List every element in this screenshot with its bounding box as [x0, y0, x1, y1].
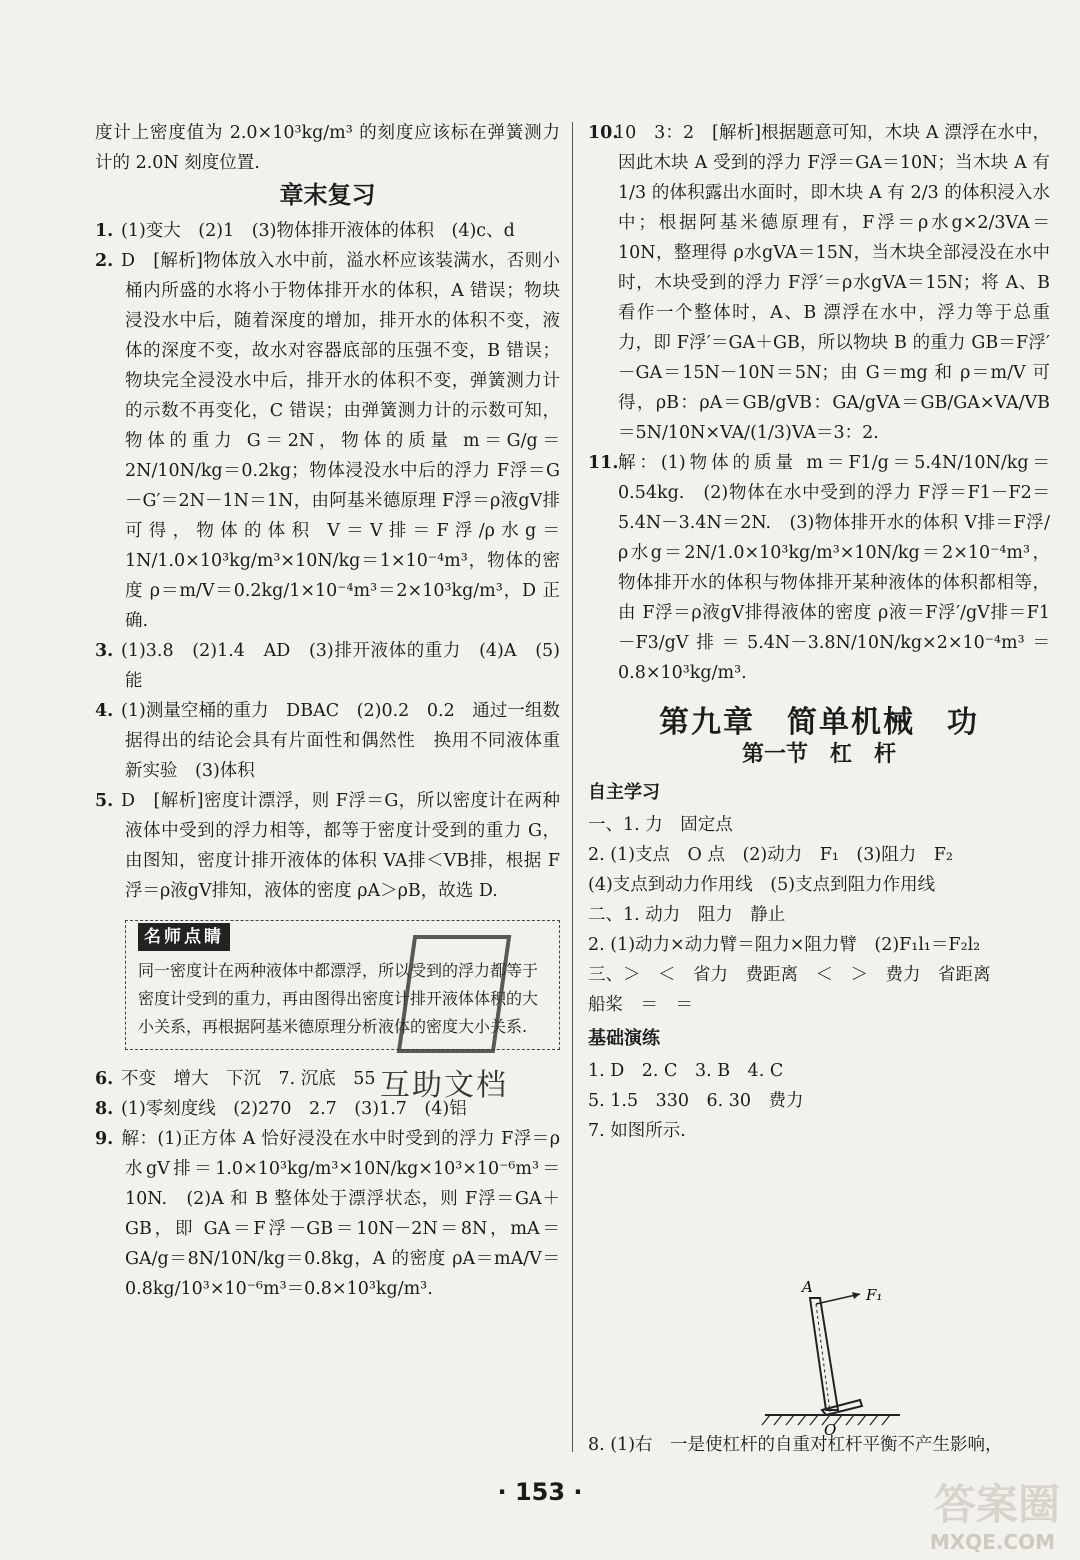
answer-text: (1)零刻度线 (2)270 2.7 (3)1.7 (4)铝 — [121, 1099, 467, 1119]
answer-text: 解：(1)正方体 A 恰好浸没在水中时受到的浮力 F浮＝ρ水gV排＝1.0×10³kg/m³×10N/kg×10³×10⁻⁶m³＝10N. (2)A 和 B 整体处于漂浮状态，则 F浮＝GA＋GB，即 GA＝F浮－GB＝10N－2N＝8N，mA＝GA/g＝8N/10N/kg＝0.8kg，A 的密度 ρA＝mA/V＝0.8kg/10³×10⁻⁶m³＝0.8×10³kg/m³. — [121, 1129, 560, 1299]
answer-item — [95, 636, 560, 696]
section-title-review: 章末复习 — [279, 181, 376, 209]
lever-foot — [822, 1400, 862, 1415]
watermark-url: MXQE.COM — [929, 1530, 1055, 1554]
answer-item — [95, 216, 560, 246]
answer-number: 8. — [95, 1099, 114, 1119]
answer-8-line: 8. (1)右 一是使杠杆的自重对杠杆平衡不产生影响， — [588, 1435, 1003, 1455]
watermark-text: 互助文档 — [380, 1068, 508, 1103]
answer-number: 10. — [588, 123, 619, 143]
answer-item — [95, 786, 560, 906]
answer-number: 2. — [95, 251, 114, 271]
answer-number: 11. — [588, 453, 619, 473]
answer-line: (4)支点到动力作用线 (5)支点到阻力作用线 — [588, 875, 936, 895]
answer-text: (1)测量空桶的重力 DBAC (2)0.2 0.2 通过一组数据得出的结论会具有片面性和偶然性 换用不同液体重新实验 (3)体积 — [121, 701, 560, 781]
answer-item — [95, 246, 560, 636]
watermark-site: 答案圈 — [933, 1480, 1060, 1529]
page-number: · 153 · — [497, 1478, 583, 1506]
column-divider — [572, 122, 573, 1452]
answer-item — [95, 1124, 560, 1304]
answer-number: 5. — [95, 791, 114, 811]
answer-text: 10 3：2 [解析]根据题意可知，木块 A 漂浮在水中，因此木块 A 受到的浮力 F浮＝GA＝10N；当木块 A 有 1/3 的体积露出水面时，即木块 A 有 2/3 的体积浸入水中；根据阿基米德原理有，F浮＝ρ水g×2/3VA＝10N，整理得 ρ水gVA＝15N，当木块全部浸没在水中时，木块受到的浮力 F浮′＝ρ水gVA＝15N；将 A、B 看作一个整体时，A、B 漂浮在水中，浮力等于总重力，即 F浮′＝GA＋GB，所以物块 B 的重力 GB＝F浮′－GA＝15N－10N＝5N；由 G＝mg 和 ρ＝m/V 可得，ρB：ρA＝GB/gVB：GA/gVA＝GB/GA×VA/VB＝5N/10N×VA/(1/3)VA＝3：2. — [614, 123, 1050, 443]
answer-text: D [解析]物体放入水中前，溢水杯应该装满水，否则小桶内所盛的水将小于物体排开水的体积，A 错误；物块浸没水中后，随着深度的增加，排开水的体积不变，液体的深度不变，故水对容器底部的压强不变，B 错误；物块完全浸没水中后，排开水的体积不变，弹簧测力计的示数不再变化，C 错误；由弹簧测力计的示数可知，物体的重力 G＝2N，物体的质量 m＝G/g＝2N/10N/kg＝0.2kg；物体浸没水中后的浮力 F浮＝G－G′＝2N－1N＝1N，由阿基米德原理 F浮＝ρ液gV排可得，物体的体积 V＝V排＝F浮/ρ水g＝1N/1.0×10³kg/m³×10N/kg＝1×10⁻⁴m³，物体的密度 ρ＝m/V＝0.2kg/1×10⁻⁴m³＝2×10³kg/m³，D 正确. — [121, 251, 560, 631]
chapter-title: 第九章 简单机械 功 — [659, 705, 979, 740]
answer-item — [588, 448, 1050, 688]
tip-text: 同一密度计在两种液体中都漂浮，所以受到的浮力都等于密度计受到的重力，再由图得出密度计排开液体体积的大小关系，再根据阿基米德原理分析液体的密度大小关系. — [138, 961, 539, 1036]
answer-item — [588, 118, 1050, 448]
answer-text: (1)变大 (2)1 (3)物体排开液体的体积 (4)c、d — [121, 221, 515, 241]
answer-number: 1. — [95, 221, 114, 241]
answer-line: 二、1. 动力 阻力 静止 — [588, 905, 786, 925]
answer-text: D [解析]密度计漂浮，则 F浮＝G，所以密度计在两种液体中受到的浮力相等，都等于密度计受到的重力 G，由图知，密度计排开液体的体积 VA排＜VB排，根据 F浮＝ρ液gV排知，液体的密度 ρA＞ρB，故选 D. — [121, 791, 560, 901]
answer-line: 三、＞ ＜ 省力 费距离 ＜ ＞ 费力 省距离 — [588, 965, 991, 985]
label-f1: F₁ — [866, 1286, 883, 1304]
answer-line: 5. 1.5 330 6. 30 费力 — [588, 1091, 804, 1111]
answer-line: 一、1. 力 固定点 — [588, 815, 733, 835]
lever-bar — [810, 1298, 838, 1410]
answer-line: 1. D 2. C 3. B 4. C — [588, 1061, 784, 1081]
force-arrowhead — [852, 1292, 860, 1299]
answer-text: 解：(1)物体的质量 m＝F1/g＝5.4N/10N/kg＝0.54kg. (2)物体在水中受到的浮力 F浮＝F1－F2＝5.4N－3.4N＝2N. (3)物体排开水的体积 V排＝F浮/ρ水g＝2N/1.0×10³kg/m³×10N/kg＝2×10⁻⁴m³，物体排开水的体积与物体排开某种液体的体积都相等，由 F浮＝ρ液gV排得液体的密度 ρ液＝F浮′/gV排＝F1－F3/gV排＝5.4N－3.8N/10N/kg×2×10⁻⁴m³＝0.8×10³kg/m³. — [614, 453, 1050, 683]
heading-basic-practice: 基础演练 — [588, 1028, 660, 1049]
answer-line: 7. 如图所示. — [588, 1121, 686, 1141]
answer-text: (1)3.8 (2)1.4 AD (3)排开液体的重力 (4)A (5)能 — [121, 641, 560, 691]
answer-line: 船桨 ＝ ＝ — [588, 995, 693, 1015]
heading-self-study: 自主学习 — [588, 782, 660, 803]
answer-item — [95, 696, 560, 786]
watermark-logo — [397, 935, 512, 1053]
answer-number: 9. — [95, 1129, 114, 1149]
answer-number: 4. — [95, 701, 114, 721]
intro-text: 度计上密度值为 2.0×10³kg/m³ 的刻度应该标在弹簧测力计的 2.0N 刻度位置. — [95, 123, 560, 173]
section-title-lever: 第一节 杠 杆 — [741, 742, 896, 767]
label-a: A — [802, 1278, 813, 1296]
answer-text: 不变 增大 下沉 7. 沉底 55 — [121, 1069, 376, 1089]
answer-number: 6. — [95, 1069, 114, 1089]
answer-number: 3. — [95, 641, 114, 661]
label-o: O — [824, 1421, 837, 1439]
answer-line: 2. (1)支点 O 点 (2)动力 F₁ (3)阻力 F₂ — [588, 845, 953, 865]
lever-figure — [760, 1270, 920, 1450]
tip-title: 名师点睛 — [138, 923, 230, 951]
right-column — [588, 118, 1050, 1146]
left-column — [95, 118, 560, 1304]
answer-line: 2. (1)动力×动力臂＝阻力×阻力臂 (2)F₁l₁＝F₂l₂ — [588, 935, 981, 955]
